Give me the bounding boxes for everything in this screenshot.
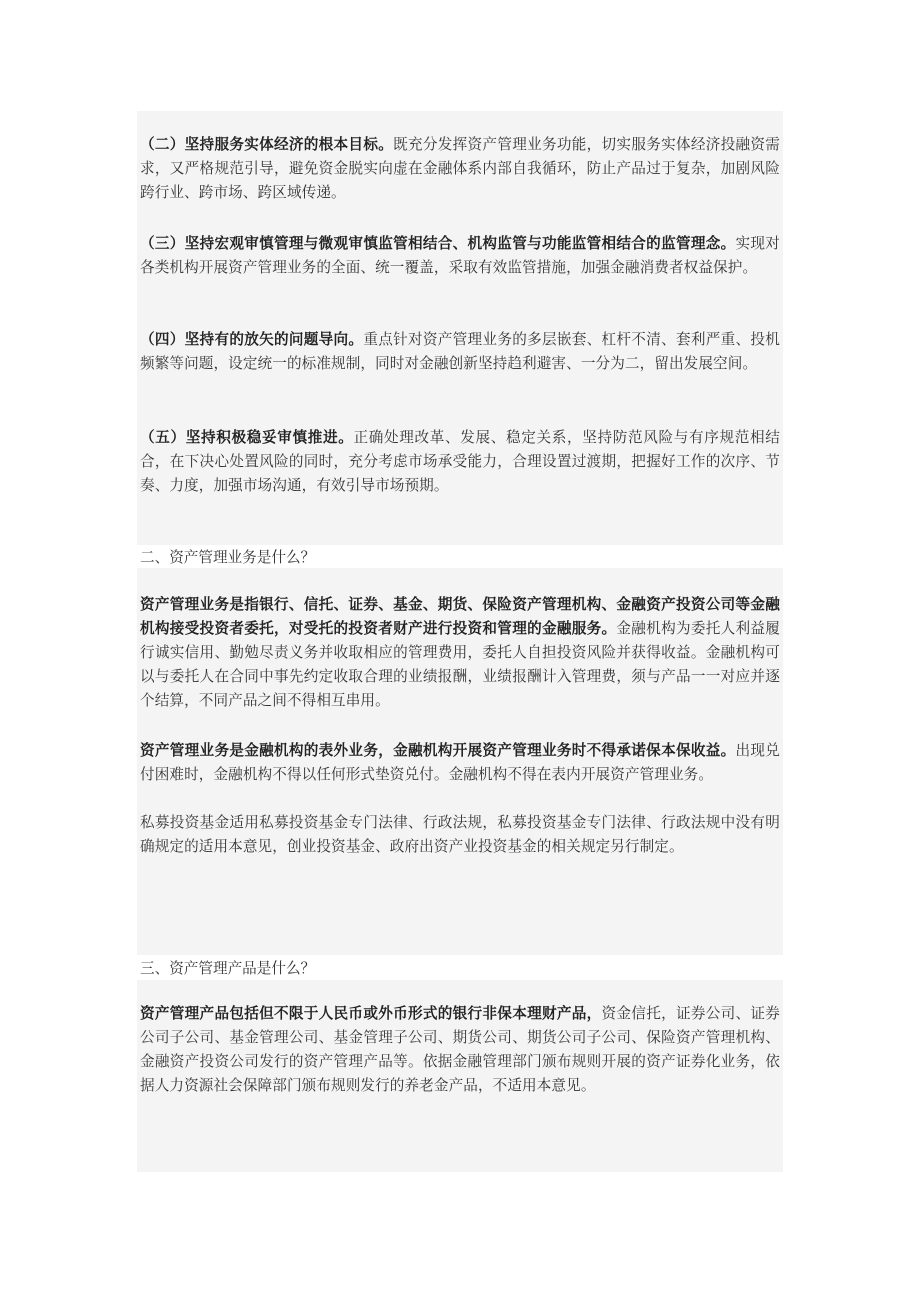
- paragraph-principle-3: [140, 232, 780, 280]
- paragraph-body: 出现兑付困难时，金融机构不得以任何形式垫资兑付。金融机构不得在表内开展资产管理业务。: [140, 742, 780, 783]
- paragraph-body: 私募投资基金适用私募投资基金专门法律、行政法规，私募投资基金专门法律、行政法规中没有明确规定的适用本意见，创业投资基金、政府出资产业投资基金的相关规定另行制定。: [140, 814, 780, 855]
- paragraph-lead: 资产管理业务是指银行、信托、证券、基金、期货、保险资产管理机构、金融资产投资公司等金融机构接受投资者委托，对受托的投资者财产进行投资和管理的金融服务。: [140, 596, 780, 637]
- section-heading-3: 三、资产管理产品是什么？: [140, 960, 316, 977]
- paragraph-products: [140, 1002, 780, 1098]
- paragraph-lead: （三）坚持宏观审慎管理与微观审慎监管相结合、机构监管与功能监管相结合的监管理念。: [140, 235, 736, 252]
- paragraph-lead: （五）坚持积极稳妥审慎推进。: [140, 429, 354, 446]
- paragraph-body: 资金信托，证券公司、证券公司子公司、基金管理公司、基金管理子公司、期货公司、期货公司子公司、保险资产管理机构、金融资产投资公司发行的资产管理产品等。依据金融管理部门颁布规则开展的资产证券化业务，依据人力资源社会保障部门颁布规则发行的养老金产品，不适用本意见。: [140, 1005, 780, 1094]
- section-definition-panel: [137, 568, 783, 955]
- paragraph-body: 正确处理改革、发展、稳定关系，坚持防范风险与有序规范相结合，在下决心处置风险的同时，充分考虑市场承受能力，合理设置过渡期，把握好工作的次序、节奏、力度，加强市场沟通，有效引导市场预期。: [140, 429, 780, 494]
- paragraph-lead: 资产管理业务是金融机构的表外业务，金融机构开展资产管理业务时不得承诺保本保收益。: [140, 742, 736, 759]
- paragraph-principle-2: [140, 133, 780, 205]
- paragraph-definition: [140, 593, 780, 713]
- paragraph-body: 既充分发挥资产管理业务功能，切实服务实体经济投融资需求，又严格规范引导，避免资金脱实向虚在金融体系内部自我循环，防止产品过于复杂，加剧风险跨行业、跨市场、跨区域传递。: [140, 136, 781, 201]
- section-products-panel: [137, 980, 783, 1172]
- paragraph-private-funds: [140, 811, 780, 859]
- paragraph-lead: （二）坚持服务实体经济的根本目标。: [140, 136, 394, 153]
- paragraph-body: 重点针对资产管理业务的多层嵌套、杠杆不清、套利严重、投机频繁等问题，设定统一的标准规制，同时对金融创新坚持趋利避害、一分为二，留出发展空间。: [140, 331, 780, 372]
- paragraph-lead: 资产管理产品包括但不限于人民币或外币形式的银行非保本理财产品，: [140, 1005, 602, 1022]
- paragraph-body: 实现对各类机构开展资产管理业务的全面、统一覆盖，采取有效监管措施，加强金融消费者权益保护。: [140, 235, 780, 276]
- section-principles-panel: [137, 111, 783, 545]
- paragraph-body: 金融机构为委托人利益履行诚实信用、勤勉尽责义务并收取相应的管理费用，委托人自担投资风险并获得收益。金融机构可以与委托人在合同中事先约定收取合理的业绩报酬，业绩报酬计入管理费，须与产品一一对应并逐个结算，不同产品之间不得相互串用。: [140, 620, 780, 709]
- paragraph-principle-5: [140, 426, 780, 498]
- paragraph-lead: （四）坚持有的放矢的问题导向。: [140, 331, 364, 348]
- paragraph-off-balance: [140, 739, 780, 787]
- paragraph-principle-4: [140, 328, 780, 376]
- section-heading-2: 二、资产管理业务是什么？: [140, 549, 316, 566]
